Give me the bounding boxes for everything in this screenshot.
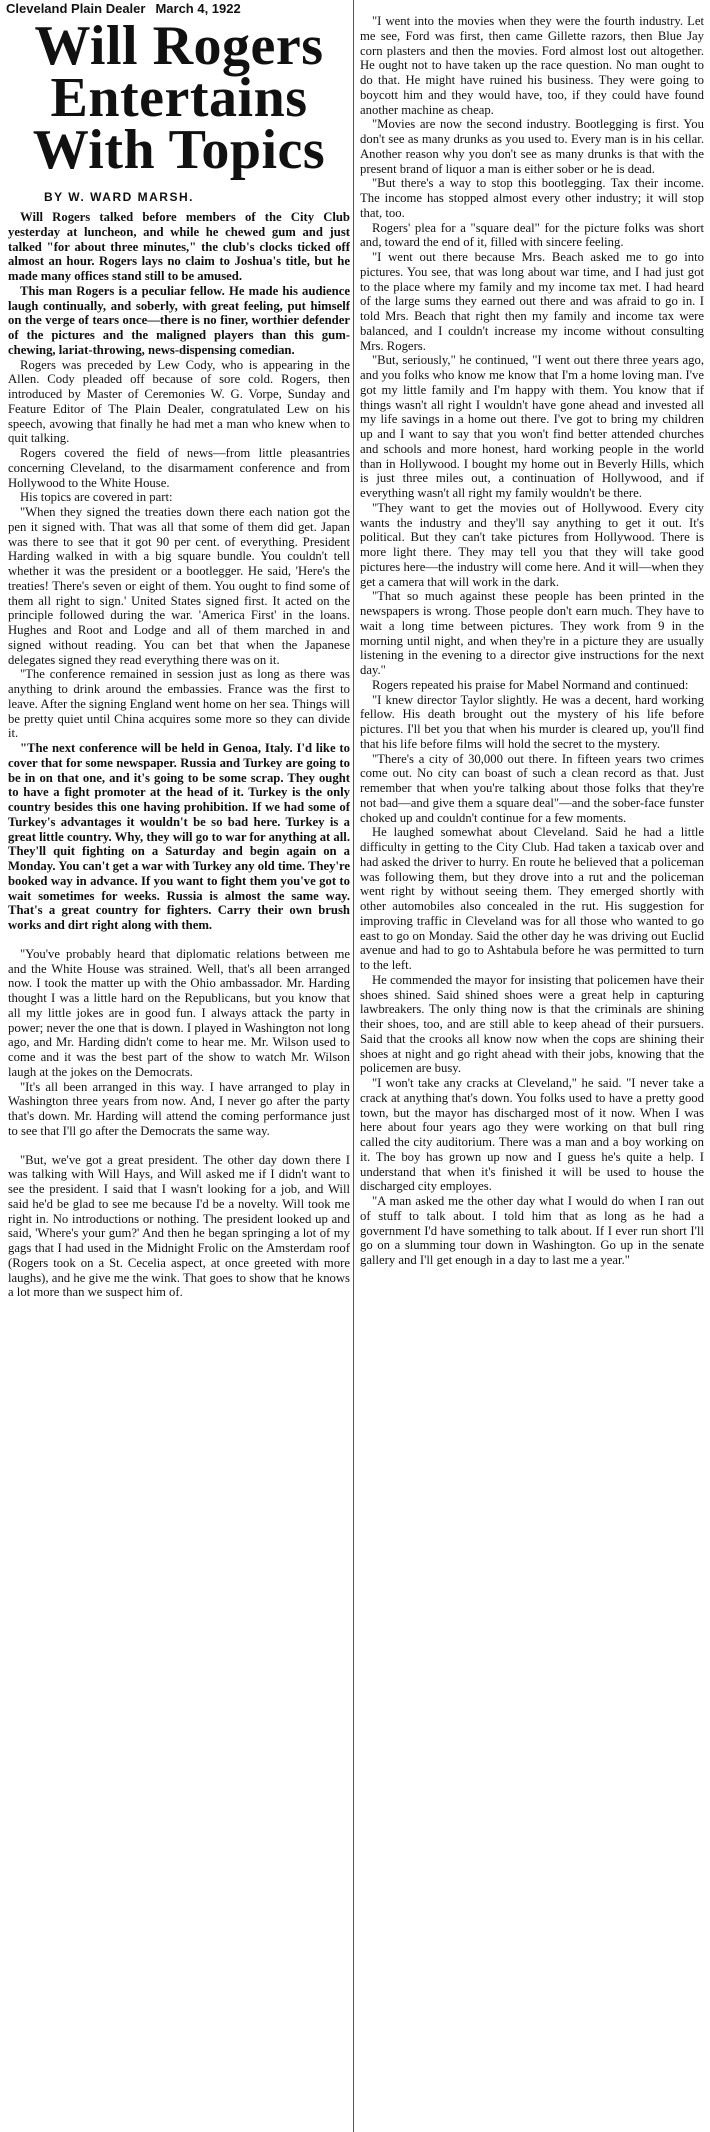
article-paragraph: "The next conference will be held in Genoa, Italy. I'd like to cover that for some newspaper. Russia and Turkey are going to be in on that one, and it's going to be some scrap. They ought to have a fight promoter at the head of it. Turkey is the only country besides this one having prohibition. If we had some of Turkey's advantages it wouldn't be so bad here. Turkey is a great little country. Why, they will go to war for anything at all. They'll quit fighting on a Saturday and begin again on a Monday. You can't get a war with Turkey any old time. They're booked way in advance. If you want to fight them you've got to wait sometimes for weeks. Russia is almost the same way. That's a great country for fighters. Carry their own brush works and dirt right along with them. — [8, 741, 350, 932]
article-paragraph: "The conference remained in session just as long as there was anything to drink around the embassies. France was the first to leave. After the signing England went home on her sea. Things will be pretty quiet until China acquires some more so they can divide it. — [8, 667, 350, 741]
column-divider — [353, 0, 354, 2132]
masthead-date: March 4, 1922 — [155, 1, 241, 16]
headline-line-1: Will Rogers — [34, 15, 324, 77]
article-paragraph: "You've probably heard that diplomatic relations between me and the White House was strained. Well, that's all been arranged now. I took the matter up with the Ohio ambassador. Mr. Harding thought I was a little hard on the Republicans, but you know that all my little jokes are in good fun. I always attack the party in power; never the one that is down. I played in Washington not long ago, and Mr. Harding didn't come to hear me. Mr. Wilson used to come and it was the best part of the show to watch Mr. Wilson laugh at the jokes on the Democrats. — [8, 946, 350, 1079]
article-paragraph: "It's all been arranged in this way. I have arranged to play in Washington three years from now. And, I never go after the party that's down. Mr. Harding will attend the coming performance just to see that I'll go after the Democrats the same way. — [8, 1079, 350, 1138]
article-paragraph: "I knew director Taylor slightly. He was a decent, hard working fellow. His death brought out the mystery of his life before pictures. I'll bet you that when his murder is cleared up, you'll find that his life before films will hold the secret to the mystery. — [360, 692, 704, 751]
masthead-paper: Cleveland Plain Dealer — [6, 1, 146, 16]
article-paragraph: This man Rogers is a peculiar fellow. He made his audience laugh continually, and soberly, with great feeling, put himself on the verge of tears once—there is no finer, worthier defender of the pictures and the maligned players than this gum-chewing, lariat-throwing, news-dispensing comedian. — [8, 283, 350, 357]
headline — [8, 15, 350, 181]
article-paragraph: "I won't take any cracks at Cleveland," he said. "I never take a crack at anything that's down. You folks used to have a pretty good town, but the mayor has discharged most of it now. When I was here about four years ago they were working on that bull ring called the city auditorium. There was a man and a boy working on it. The boy has grown up now and I guess he's quite a help. I understand that when it's finished it will be used to house the discharged city employes. — [360, 1076, 704, 1194]
headline-line-3: With Topics — [32, 119, 326, 181]
article-paragraph: "I went into the movies when they were the fourth industry. Let me see, Ford was first, then came Gillette razors, then Blue Jay corn plasters and then the movies. Ford almost lost out altogether. He ought not to have taken up the race question. No man ought to do that. He might have ruined his business. They were going to boycott him and they would have, too, if they could have found another machine as cheap. — [360, 14, 704, 117]
byline: BY W. WARD MARSH. — [44, 190, 194, 204]
article-paragraph: Rogers' plea for a "square deal" for the picture folks was short and, toward the end of it, filled with sincere feeling. — [360, 220, 704, 250]
left-column — [8, 0, 350, 1300]
article-paragraph: "But there's a way to stop this bootlegging. Tax their income. The income has stopped almost every other industry; it will stop that, too. — [360, 176, 704, 220]
article-paragraph: "But, we've got a great president. The other day down there I was talking with Will Hays, and Will asked me if I didn't want to see the president. I said that I wasn't looking for a job, and Will said he'd be glad to see me because I'd be a novelty. Will took me right in. No introductions or nothing. The president looked up and said, 'Where's your gum?' And then he began springing a lot of my gags that I had used in the Midnight Frolic on the Amsterdam roof (Rogers took on a St. Cecelia aspect, at once greeted with more laughs), and he give me the wink. That goes to show that he knows a lot more than we suspect him of. — [8, 1152, 350, 1300]
article-paragraph: His topics are covered in part: — [20, 490, 173, 505]
article-paragraph: "That so much against these people has been printed in the newspapers is wrong. Those people don't earn much. They have to wait a long time between pictures. They work from 9 in the morning until night, and when they're in a picture they are usually listening in the evening to a director give instructions for the next day." — [360, 589, 704, 677]
article-paragraph: "I went out there because Mrs. Beach asked me to go into pictures. You see, that was long about war time, and I had just got to the place where my family and my income tax met. I had heard of the large sums they earned out there and was afraid to go in. I told Mrs. Beach that right then my family and income tax were balanced, and I couldn't increase my income without consulting Mrs. Rogers. — [360, 250, 704, 353]
article-paragraph: "A man asked me the other day what I would do when I ran out of stuff to talk about. I told him that as long as he had a government I'd have something to talk about. If I ever run short I'll go on a slumming tour down in Washington. Go up in the senate gallery and I'll get enough in a day to last me a year." — [360, 1194, 704, 1267]
headline-line-2: Entertains — [50, 67, 308, 129]
article-paragraph: "Movies are now the second industry. Bootlegging is first. You don't see as many drunks as you used to. Every man is in his cellar. Another reason why you don't see as many drunks is that with the present brand of liquor a man is either sober or he is dead. — [360, 117, 704, 176]
article-paragraph: "When they signed the treaties down there each nation got the pen it signed with. That was all that some of them did get. Japan was there to see that it got 90 per cent. of everything. President Harding walked in with a big square bundle. You couldn't tell whether it was the president or a bootlegger. He said, 'Here's the treaties! There's seven or eight of them. You ought to find some of them all right to sign.' United States signed first. It acted on the principle followed during the war. 'America First' in the loans. Hughes and Root and Lodge and all of them marched in and signed without reading. You can bet that when the Japanese delegates signed they read everything there was on it. — [8, 505, 350, 667]
article-paragraph: Will Rogers talked before members of the City Club yesterday at luncheon, and while he chewed gum and just talked "for about three minutes," the club's clocks ticked off almost an hour. Rogers lays no claim to Joshua's title, but he made many offices stand still to be amused. — [8, 210, 350, 283]
article-paragraph: "They want to get the movies out of Hollywood. Every city wants the industry and they'll say anything to get it out. It's political. But they can't take pictures from Hollywood. There is more light there. They may tell you that they will take good pictures here—the industry will come here. And it will—when they get a camera that will work in the dark. — [360, 500, 704, 589]
article-paragraph: "But, seriously," he continued, "I went out there three years ago, and you folks who know me know that I'm a home loving man. I've got my little family and I'm happy with them. You know that if things wasn't all right I wouldn't have gone ahead and invested all my life savings in a home out there. I've got to bring my children up and I want to say that you won't find better attended churches and schools and more honest, hard working people in the world than in Hollywood. I bought my home out in Beverly Hills, which is just three miles out, a continuation of Hollywood, and if everything wasn't all right my family wouldn't be there. — [360, 353, 704, 500]
article-paragraph: Rogers covered the field of news—from little pleasantries concerning Cleveland, to the disarmament conference and from Hollywood to the White House. — [8, 446, 350, 490]
article-paragraph: He laughed somewhat about Cleveland. Said he had a little difficulty in getting to the City Club. Had taken a taxicab over and had asked the driver to hurry. En route he believed that a policeman was following them, but they drove into a rut and the policeman went right by without seeing them. They emerged shortly with other automobiles also concealed in the rut. His suggestion for improving traffic in Cleveland was for all those who wanted to go east to go on Monday. Said the other day he was driving out Euclid avenue and had to go to Ashtabula before he was permitted to turn to the left. — [360, 825, 704, 972]
article-paragraph: He commended the mayor for insisting that policemen have their shoes shined. Said shined shoes were a great help in capturing lawbreakers. The only thing now is that the criminals are shining their shoes, too, and are still able to keep ahead of their pursuers. Said that the crooks all know now when the cops are shining their shoes at night and go right ahead with their jobs, knowing that the policemen are busy. — [360, 972, 704, 1076]
article-paragraph: "There's a city of 30,000 out there. In fifteen years two crimes come out. No city can boast of such a clean record as that. Just remember that when you're talking about those folks that they're not bad—and give them a square deal"—and the sober-face funster choked up and couldn't continue for a few moments. — [360, 751, 704, 825]
article-paragraph: Rogers repeated his praise for Mabel Normand and continued: — [372, 677, 689, 692]
article-paragraph: Rogers was preceded by Lew Cody, who is appearing in the Allen. Cody pleaded off because of sore cold. Rogers, then introduced by Master of Ceremonies W. G. Vorpe, Sunday and Feature Editor of The Plain Dealer, congratulated Lew on his speech, avowing that finally he had met a man who knew when to quit talking. — [8, 357, 350, 446]
right-column — [360, 14, 704, 1268]
